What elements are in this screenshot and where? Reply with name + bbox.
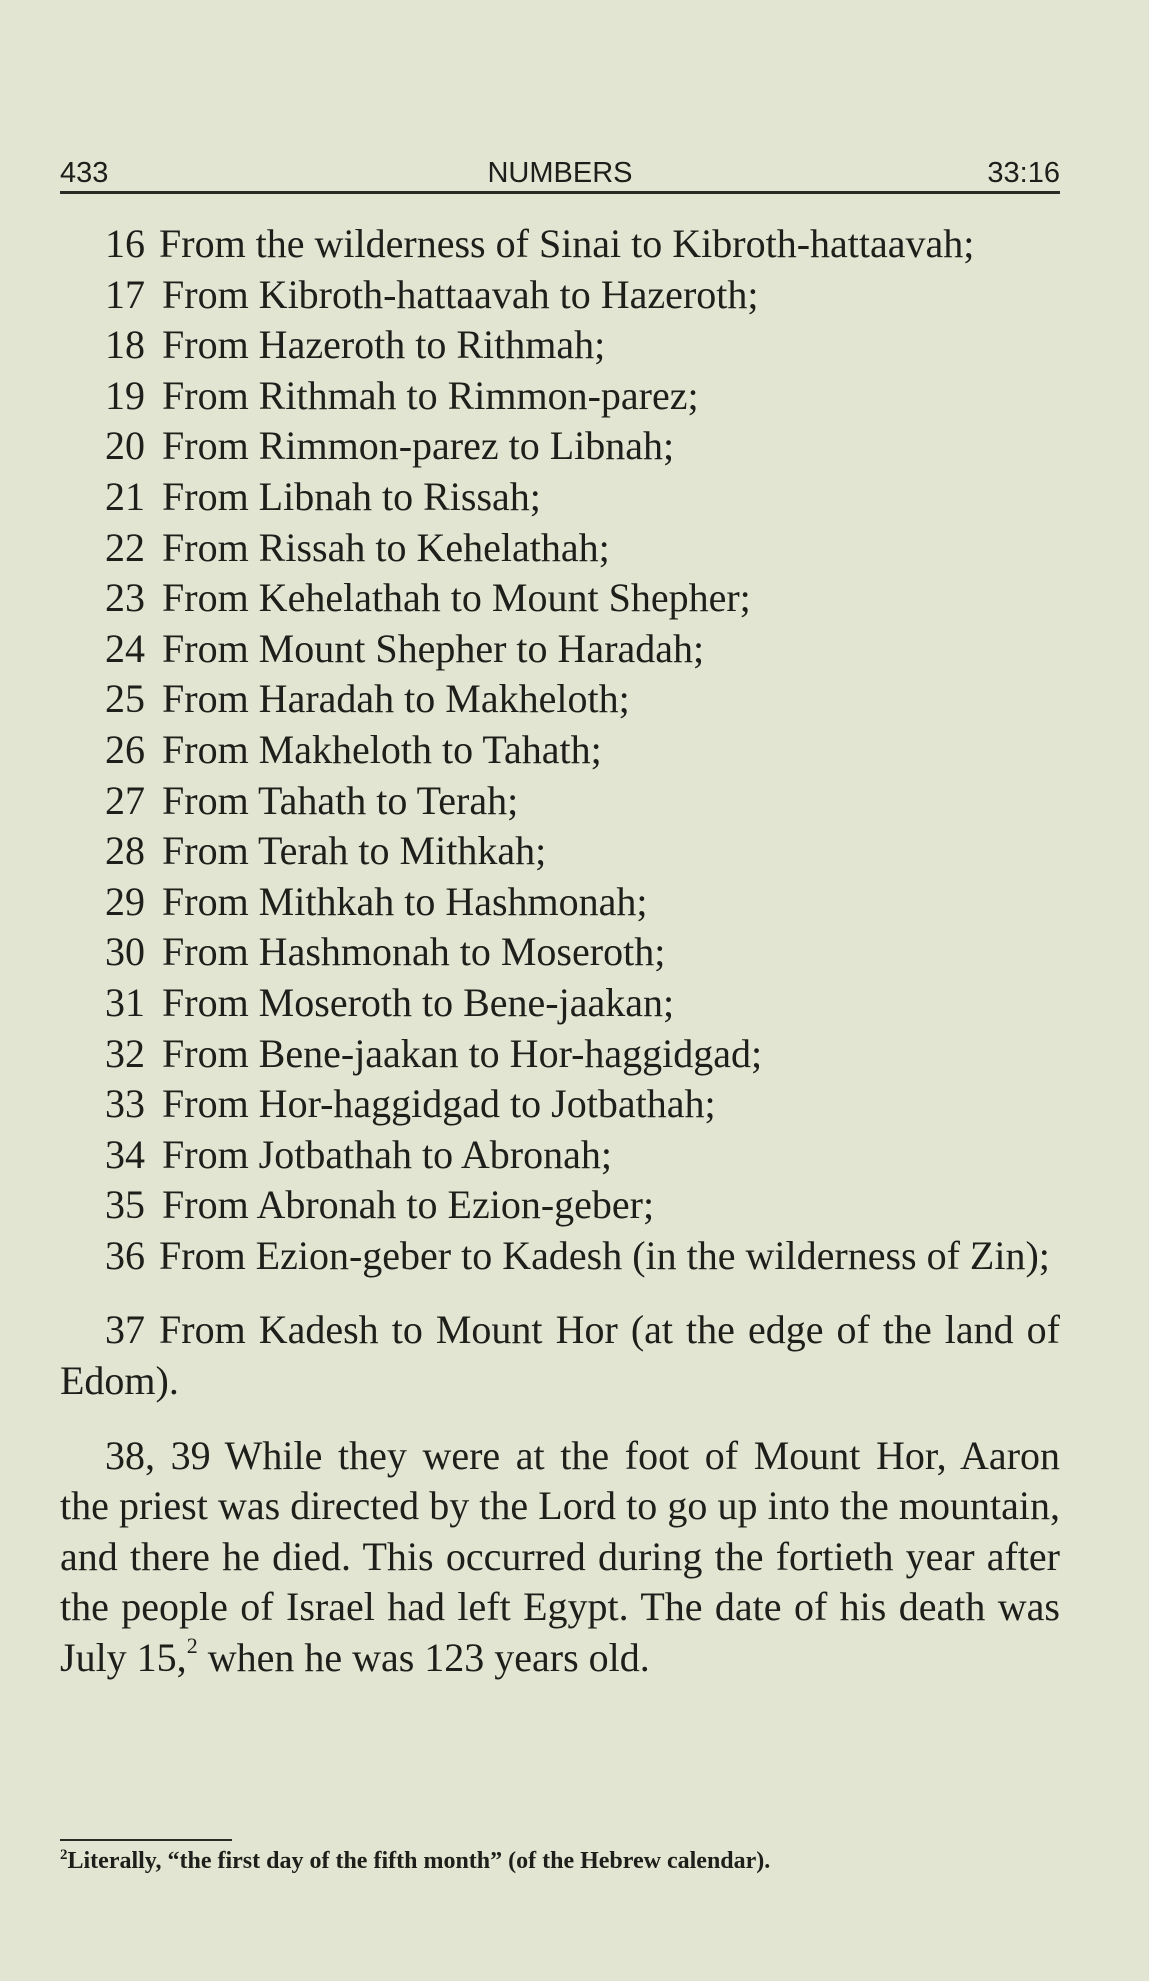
- verse-text: From Kibroth-hattaavah to Hazeroth;: [162, 271, 759, 317]
- verse-text: From Ezion-geber to Kadesh (in the wilderness of Zin);: [159, 1232, 1050, 1278]
- verse-27: [60, 776, 1060, 827]
- verse-number: 37: [105, 1307, 145, 1353]
- verse-number: 20: [105, 423, 145, 469]
- verse-17: [60, 270, 1060, 321]
- verse-19: [60, 371, 1060, 422]
- verse-number: 25: [105, 676, 145, 722]
- verse-32: [60, 1029, 1060, 1080]
- verse-text: From Libnah to Rissah;: [162, 473, 541, 519]
- verse-29: [60, 877, 1060, 928]
- verse-text: While they were at the foot of Mount Hor, Aaron the priest was directed by the Lord to go up into the mountain, and there he died. This occurred during the fortieth year after the people of Israel had left Egypt. The date of his death was July 15,: [60, 1432, 1061, 1681]
- verse-number: 32: [105, 1030, 145, 1076]
- verse-number: 38, 39: [105, 1432, 211, 1478]
- verse-text: From Abronah to Ezion-geber;: [162, 1182, 655, 1228]
- page-number: 433: [60, 157, 109, 189]
- running-header: [60, 155, 1060, 194]
- scripture-text: [60, 219, 1060, 1684]
- verse-text: From Hashmonah to Moseroth;: [162, 929, 666, 975]
- footnote: [60, 1846, 1060, 1876]
- verse-text: From Makheloth to Tahath;: [162, 726, 602, 772]
- footnote-divider: [60, 1839, 232, 1841]
- verse-30: [60, 927, 1060, 978]
- verse-20: [60, 421, 1060, 472]
- verse-text-continued: when he was 123 years old.: [197, 1635, 650, 1681]
- verse-text: From Hor-haggidgad to Jotbathah;: [162, 1081, 716, 1127]
- verse-number: 34: [105, 1131, 145, 1177]
- chapter-verse-reference: 33:16: [987, 157, 1060, 189]
- verse-number: 24: [105, 625, 145, 671]
- verse-text: From Kadesh to Mount Hor (at the edge of the land of Edom).: [60, 1307, 1060, 1404]
- verse-text: From Jotbathah to Abronah;: [162, 1131, 612, 1177]
- book-title: NUMBERS: [487, 157, 633, 189]
- verse-number: 28: [105, 828, 145, 874]
- verse-number: 33: [105, 1081, 145, 1127]
- verse-text: From Hazeroth to Rithmah;: [162, 322, 606, 368]
- verse-text: From the wilderness of Sinai to Kibroth-hattaavah;: [159, 221, 975, 266]
- verse-number: 35: [105, 1182, 145, 1228]
- verse-37: [60, 1305, 1060, 1406]
- verse-text: From Mithkah to Hashmonah;: [162, 878, 648, 924]
- verse-number: 22: [105, 524, 145, 570]
- verse-text: From Rissah to Kehelathah;: [162, 524, 610, 570]
- verse-text: From Rithmah to Rimmon-parez;: [162, 372, 699, 418]
- verse-number: 27: [105, 777, 145, 823]
- verse-26: [60, 725, 1060, 776]
- verse-text: From Terah to Mithkah;: [162, 828, 547, 874]
- verse-text: From Tahath to Terah;: [162, 777, 519, 823]
- verse-33: [60, 1079, 1060, 1130]
- verse-22: [60, 523, 1060, 574]
- verse-number: 18: [105, 322, 145, 368]
- verse-31: [60, 978, 1060, 1029]
- verse-number: 23: [105, 575, 145, 621]
- verse-number: 26: [105, 726, 145, 772]
- footnote-reference: 2: [186, 1633, 198, 1659]
- verse-16: [60, 219, 1060, 270]
- verse-text: From Bene-jaakan to Hor-haggidgad;: [162, 1030, 763, 1076]
- verse-28: [60, 826, 1060, 877]
- verse-38-39: [60, 1431, 1060, 1684]
- verse-number: 29: [105, 878, 145, 924]
- verse-23: [60, 573, 1060, 624]
- verse-25: [60, 674, 1060, 725]
- verse-number: 36: [105, 1232, 145, 1278]
- verse-text: From Kehelathah to Mount Shepher;: [162, 575, 751, 621]
- verse-18: [60, 320, 1060, 371]
- verse-number: 21: [105, 473, 145, 519]
- verse-35: [60, 1180, 1060, 1231]
- verse-text: From Mount Shepher to Haradah;: [162, 625, 705, 671]
- verse-number: 17: [105, 271, 145, 317]
- verse-21: [60, 472, 1060, 523]
- verse-text: From Haradah to Makheloth;: [162, 676, 630, 722]
- verse-text: From Moseroth to Bene-jaakan;: [162, 979, 675, 1025]
- verse-number: 30: [105, 929, 145, 975]
- verse-number: 16: [105, 221, 145, 266]
- verse-text: From Rimmon-parez to Libnah;: [162, 423, 675, 469]
- verse-number: 31: [105, 979, 145, 1025]
- verse-34: [60, 1130, 1060, 1181]
- verse-24: [60, 624, 1060, 675]
- verse-36: [60, 1231, 1060, 1282]
- footnote-marker: 2: [60, 1847, 68, 1863]
- footnote-text: Literally, “the first day of the fifth month” (of the Hebrew calendar).: [67, 1848, 771, 1874]
- verse-number: 19: [105, 372, 145, 418]
